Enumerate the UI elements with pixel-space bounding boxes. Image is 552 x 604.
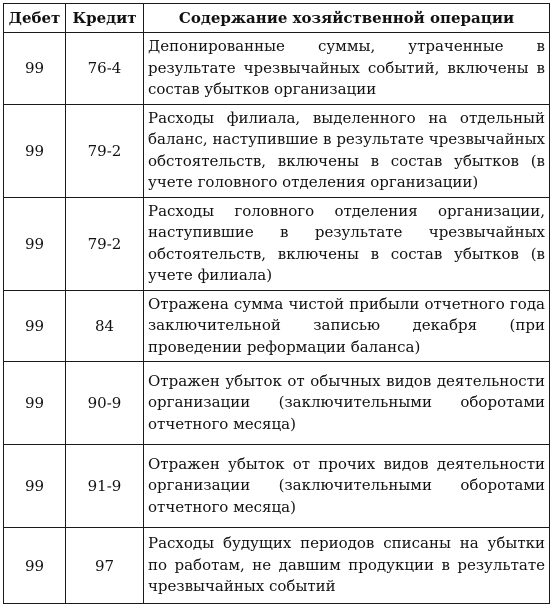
cell-credit: 79-2	[66, 197, 144, 290]
cell-description: Отражена сумма чистой прибыли отчетного года заключительной записью декабря (при проведении реформации баланса)	[144, 290, 550, 362]
cell-debit: 99	[4, 528, 66, 604]
cell-debit: 99	[4, 197, 66, 290]
header-description: Содержание хозяйственной операции	[144, 4, 550, 33]
cell-description: Расходы филиала, выделенного на отдельный баланс, наступившие в результате чрезвычайных обстоятельств, включены в состав убытков (в учете головного отделения организации)	[144, 104, 550, 197]
table-row	[4, 362, 550, 445]
table-body	[4, 33, 550, 604]
cell-credit: 84	[66, 290, 144, 362]
cell-credit: 76-4	[66, 33, 144, 105]
cell-credit: 91-9	[66, 445, 144, 528]
cell-description: Расходы головного отделения организации, наступившие в результате чрезвычайных обстоятельств, включены в состав убытков (в учете филиала)	[144, 197, 550, 290]
accounting-entries-table	[3, 3, 550, 604]
cell-description: Отражен убыток от обычных видов деятельности организации (заключительными оборотами отчетного месяца)	[144, 362, 550, 445]
cell-credit: 97	[66, 528, 144, 604]
table-row	[4, 445, 550, 528]
table-row	[4, 197, 550, 290]
cell-debit: 99	[4, 104, 66, 197]
cell-credit: 79-2	[66, 104, 144, 197]
cell-debit: 99	[4, 33, 66, 105]
cell-description: Расходы будущих периодов списаны на убытки по работам, не давшим продукции в результате чрезвычайных событий	[144, 528, 550, 604]
cell-debit: 99	[4, 362, 66, 445]
table-row	[4, 104, 550, 197]
table-header	[4, 4, 550, 33]
table-row	[4, 33, 550, 105]
table-row	[4, 290, 550, 362]
header-debit: Дебет	[4, 4, 66, 33]
cell-debit: 99	[4, 445, 66, 528]
header-row	[4, 4, 550, 33]
cell-debit: 99	[4, 290, 66, 362]
cell-description: Депонированные суммы, утраченные в результате чрезвычайных событий, включены в состав убытков организации	[144, 33, 550, 105]
cell-description: Отражен убыток от прочих видов деятельности организации (заключительными оборотами отчетного месяца)	[144, 445, 550, 528]
header-credit: Кредит	[66, 4, 144, 33]
cell-credit: 90-9	[66, 362, 144, 445]
